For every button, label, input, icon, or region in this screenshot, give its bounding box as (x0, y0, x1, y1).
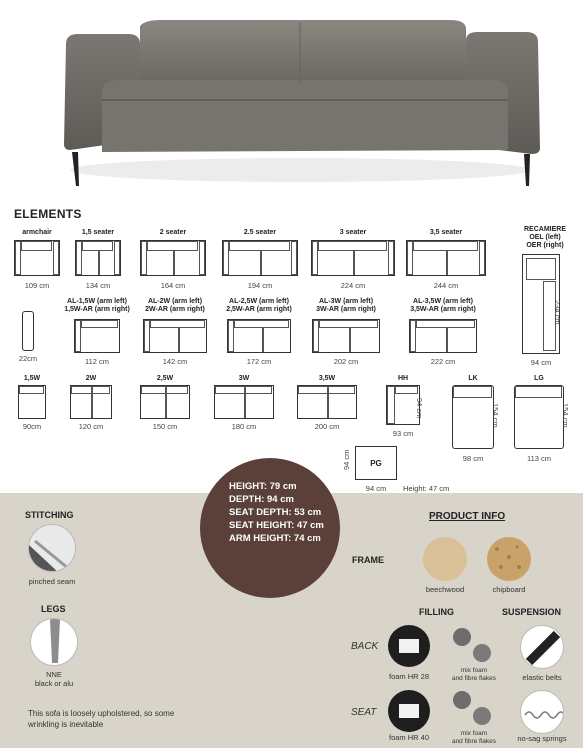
element-label-line: AL-3,5W (arm left) (413, 298, 473, 305)
corner-depth: 94 cm (415, 398, 424, 419)
beechwood-icon (423, 537, 467, 581)
stitching-caption: pinched seam (28, 577, 76, 586)
foam-seat-icon (388, 690, 430, 732)
element-label: 2.5 seater (243, 229, 277, 236)
element-label-line: AL-3W (arm left) (318, 298, 374, 305)
suspension-title: SUSPENSION (502, 607, 562, 617)
element-width: 22cm (18, 354, 38, 363)
frame-option-chipboard: chipboard (492, 585, 526, 594)
element-label: 3,5W (318, 375, 336, 382)
element-label: 3 seater (339, 229, 367, 236)
lounge-diagram (514, 385, 564, 449)
recamiere-width: 94 cm (530, 358, 552, 367)
element-width: 142 cm (162, 357, 188, 366)
elastic-belts-icon (520, 625, 564, 669)
element-width: 150 cm (152, 422, 178, 431)
element-label-line: 3W-AR (arm right) (316, 306, 376, 313)
element-label (296, 298, 396, 314)
corner-width: 93 cm (392, 429, 414, 438)
element-label (127, 298, 223, 314)
element-diagram (406, 240, 486, 276)
element-width: 172 cm (246, 357, 272, 366)
element-label: 2 seater (159, 229, 187, 236)
element-label-line: AL-2W (arm left) (147, 298, 203, 305)
lounge-width: 98 cm (462, 454, 484, 463)
element-width: 120 cm (78, 422, 104, 431)
element-diagram (312, 319, 380, 353)
element-label-line: 2,5W-AR (arm right) (226, 306, 292, 313)
element-width: 109 cm (24, 281, 50, 290)
filling-seat-label: SEAT (351, 707, 377, 718)
element-diagram (409, 319, 477, 353)
element-label: HH (397, 375, 409, 382)
filling-back-mix: mix foam and fibre flakes (451, 667, 497, 682)
element-width: 222 cm (430, 357, 456, 366)
element-diagram (214, 385, 274, 419)
element-diagram (74, 319, 120, 353)
fibre-flakes-icon (453, 628, 471, 646)
pg-depth: 94 cm (342, 449, 351, 470)
element-width: 244 cm (433, 281, 459, 290)
fibre-flakes-icon (473, 644, 491, 662)
element-width: 202 cm (333, 357, 359, 366)
element-label: 2W (85, 375, 97, 382)
element-label: armchair (22, 229, 52, 236)
frame-title: FRAME (352, 555, 384, 565)
element-diagram (14, 240, 60, 276)
element-diagram (75, 240, 121, 276)
legs-title: LEGS (41, 604, 66, 614)
suspension-no-sag-springs: no-sag springs (517, 734, 567, 743)
element-diagram (18, 385, 46, 419)
filling-back-foam: foam HR 28 (388, 672, 430, 681)
element-width: 112 cm (84, 357, 110, 366)
filling-seat-foam: foam HR 40 (388, 733, 430, 742)
legs-caption: NNE black or alu (34, 670, 74, 688)
product-info-title: PRODUCT INFO (429, 511, 506, 522)
filling-back-label: BACK (351, 641, 379, 652)
filling-seat-mix: mix foam and fibre flakes (451, 730, 497, 745)
fibre-flakes-icon (473, 707, 491, 725)
foam-back-icon (388, 625, 430, 667)
element-label: 3W (238, 375, 250, 382)
recamiere-height: 234 cm (553, 300, 562, 325)
element-diagram (140, 240, 206, 276)
element-diagram (140, 385, 190, 419)
leg-icon (30, 618, 78, 666)
specs-list: HEIGHT: 79 cm DEPTH: 94 cm SEAT DEPTH: 53 cm SEAT HEIGHT: 47 cm ARM HEIGHT: 74 cm (229, 481, 324, 544)
element-label-line: 2W-AR (arm right) (145, 306, 205, 313)
element-label: 1,5W (23, 375, 41, 382)
element-diagram (227, 319, 291, 353)
stitching-title: STITCHING (25, 510, 74, 520)
lounge-diagram (452, 385, 494, 449)
element-label: 3,5 seater (429, 229, 463, 236)
element-label-line: 1,5W-AR (arm right) (64, 306, 130, 313)
no-sag-springs-icon (520, 690, 564, 734)
filling-title: FILLING (419, 607, 454, 617)
pg-width: 94 cm (365, 484, 387, 493)
element-width: 200 cm (314, 422, 340, 431)
element-width: 224 cm (340, 281, 366, 290)
element-diagram (222, 240, 298, 276)
element-label: LK (468, 375, 478, 382)
element-width: 194 cm (247, 281, 273, 290)
elements-title: ELEMENTS (14, 207, 82, 221)
lounge-depth: 154 cm (561, 403, 570, 428)
lounge-depth: 154 cm (491, 403, 500, 428)
element-label: 2,5W (156, 375, 174, 382)
element-label (393, 298, 493, 314)
suspension-elastic-belts: elastic belts (522, 673, 562, 682)
element-diagram (70, 385, 112, 419)
frame-option-beechwood: beechwood (425, 585, 465, 594)
element-label (211, 298, 307, 314)
pg-height: Height: 47 cm (403, 484, 450, 493)
element-label: LG (534, 375, 544, 382)
element-label: 1,5 seater (81, 229, 115, 236)
element-diagram (311, 240, 395, 276)
element-width: 164 cm (160, 281, 186, 290)
element-diagram (143, 319, 207, 353)
fibre-flakes-icon (453, 691, 471, 709)
element-diagram (22, 311, 34, 351)
element-label-line: AL-1,5W (arm left) (67, 298, 127, 305)
element-label-line: 3,5W-AR (arm right) (410, 306, 476, 313)
element-width: 90cm (22, 422, 42, 431)
pinched-seam-icon (28, 524, 76, 572)
sofa-photo (0, 0, 583, 200)
element-width: 134 cm (85, 281, 111, 290)
upholstery-note: This sofa is loosely upholstered, so some wrinkling is inevitable (28, 709, 175, 729)
element-label (58, 298, 136, 314)
lounge-width: 113 cm (526, 454, 552, 463)
element-diagram (297, 385, 357, 419)
pg-label: PG (370, 459, 382, 468)
chipboard-icon (487, 537, 531, 581)
recamiere-label: RECAMIERE OEL (left) OER (right) (523, 226, 566, 249)
element-width: 180 cm (231, 422, 257, 431)
element-label-line: AL-2,5W (arm left) (229, 298, 289, 305)
